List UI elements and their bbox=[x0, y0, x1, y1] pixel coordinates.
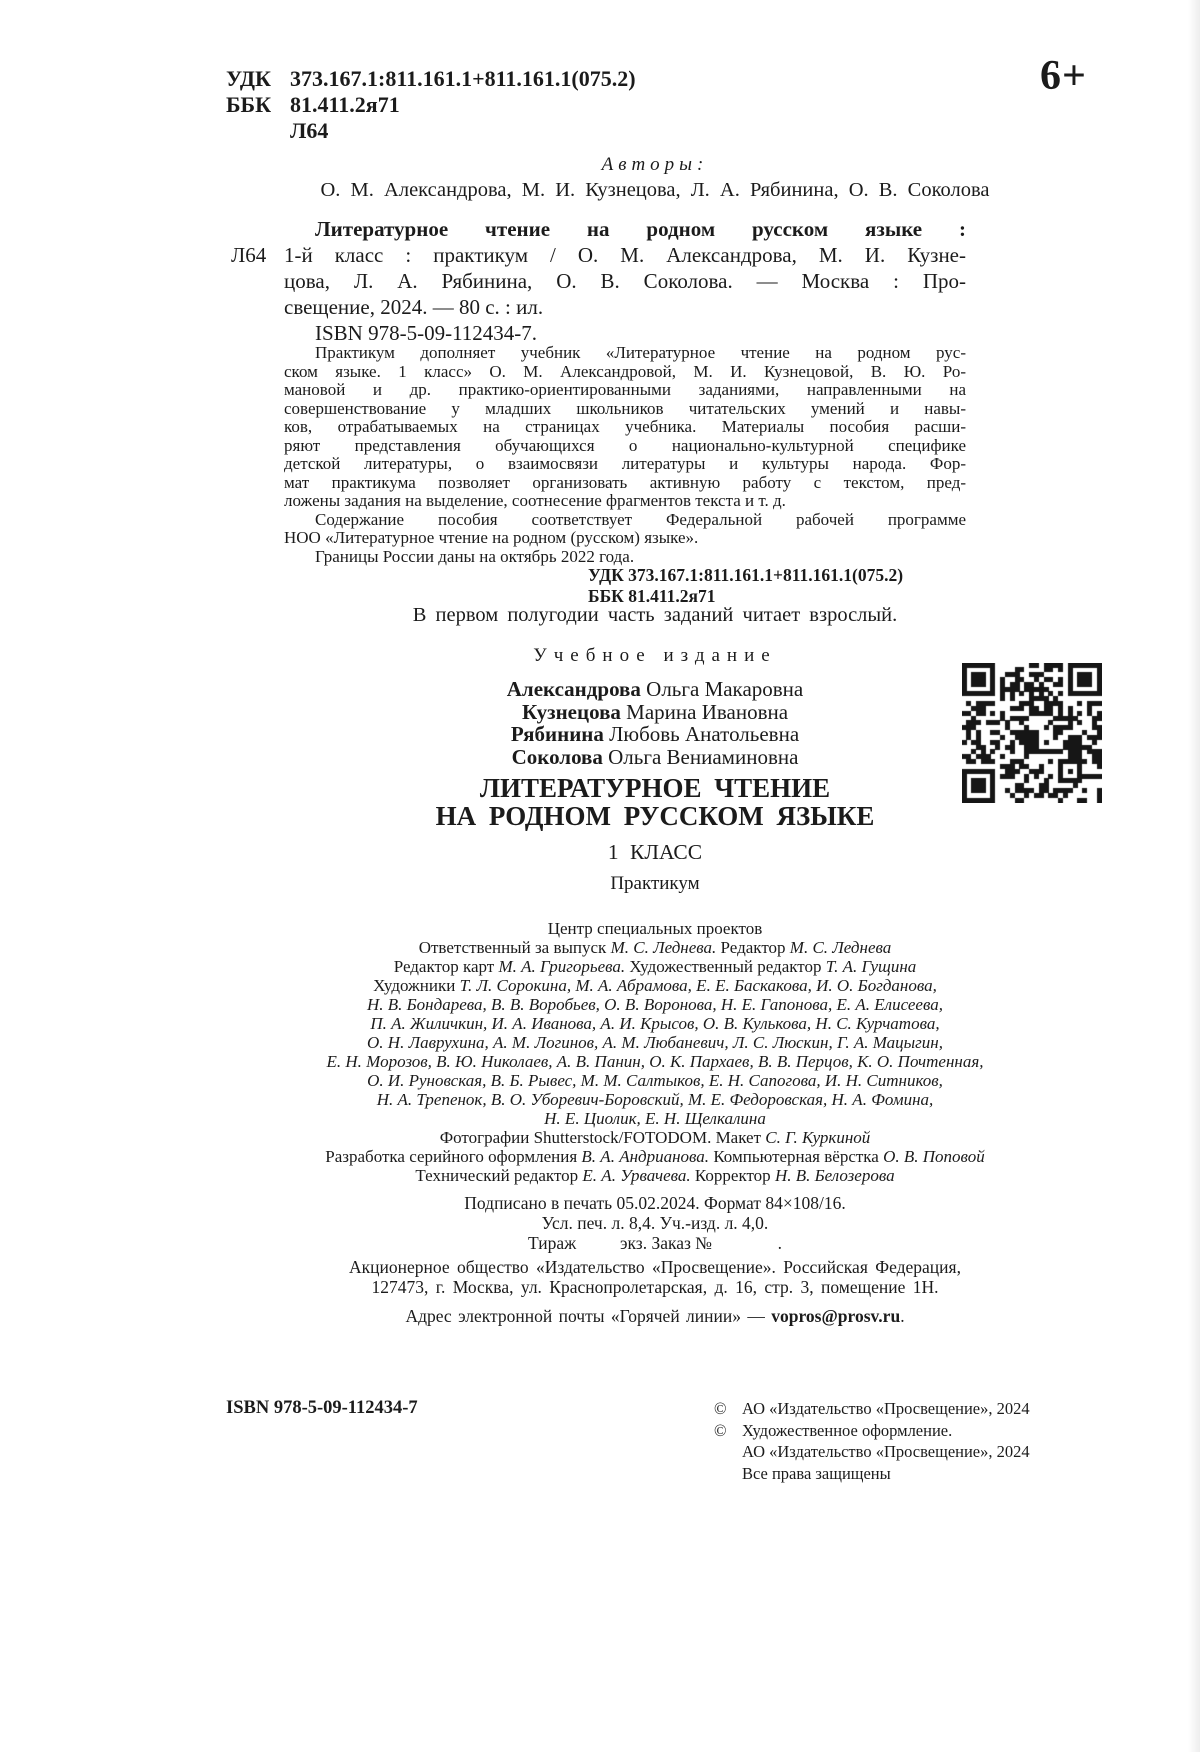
copyright-row: АО «Издательство «Просвещение», 2024 bbox=[742, 1442, 1030, 1461]
annotation-line: ков, отрабатываемых на страницах учебника. Материалы пособия расши- bbox=[284, 417, 966, 436]
author-row: Рябинина Любовь Анатольевна bbox=[510, 722, 800, 746]
hotline-email-line bbox=[215, 1306, 1095, 1327]
bibliographic-text bbox=[284, 216, 966, 346]
bibliographic-entry bbox=[231, 216, 967, 346]
authors-header bbox=[215, 154, 1095, 202]
age-rating-badge: 6+ bbox=[1040, 53, 1087, 99]
author-row: Кузнецова Марина Ивановна bbox=[521, 699, 789, 724]
print-sheets-line: Усл. печ. л. 8,4. Уч.-изд. л. 4,0. bbox=[541, 1213, 769, 1233]
book-title-line1: ЛИТЕРАТУРНОЕ ЧТЕНИЕ bbox=[479, 773, 831, 803]
bbk-line bbox=[226, 92, 636, 118]
udk-label: УДК bbox=[226, 66, 272, 91]
publisher-line2: 127473, г. Москва, ул. Краснопролетарская, д. 16, стр. 3, помещение 1Н. bbox=[371, 1276, 939, 1297]
publisher-address bbox=[215, 1258, 1095, 1297]
authors-label: Авторы: bbox=[601, 154, 709, 175]
print-info bbox=[215, 1193, 1095, 1253]
copyright-symbol: © bbox=[714, 1399, 727, 1418]
hotline-prefix: Адрес электронной почты «Горячей линии» — bbox=[405, 1306, 772, 1326]
credit-line: О. И. Руновская, В. Б. Рывес, М. М. Салтыков, Е. Н. Сапогова, И. Н. Ситников, bbox=[367, 1071, 943, 1090]
copyright-row: © Художественное оформление. bbox=[714, 1420, 953, 1440]
annotation-line: мат практикума позволяет организовать активную работу с текстом, пред- bbox=[284, 472, 966, 492]
annotation-line: детской литературы, о взаимосвязи литературы и культуры народа. Фор- bbox=[284, 454, 966, 473]
isbn-line: ISBN 978-5-09-112434-7. bbox=[315, 321, 538, 345]
publisher-line1: Акционерное общество «Издательство «Просвещение». Российская Федерация, bbox=[349, 1257, 961, 1277]
print-date-format-line: Подписано в печать 05.02.2024. Формат 84×108/16. bbox=[464, 1193, 846, 1213]
annotation-line: ложены задания на выделение, соотнесение фрагментов текста и т. д. bbox=[284, 491, 786, 510]
credit-line: Художники Т. Л. Сорокина, М. А. Абрамова, Е. Е. Баскакова, И. О. Богданова, bbox=[373, 976, 937, 995]
book-title-line2: НА РОДНОМ РУССКОМ ЯЗЫКЕ bbox=[435, 801, 875, 831]
hanging-book-code: Л64 bbox=[231, 243, 267, 267]
credit-line: Н. А. Трепенок, В. О. Уборевич-Боровский, М. Е. Федоровская, Н. А. Фомина, bbox=[376, 1090, 934, 1109]
subtitle-line: Практикум bbox=[610, 873, 700, 894]
udk-repeat-line: УДК 373.167.1:811.161.1+811.161.1(075.2) bbox=[588, 565, 904, 585]
credits-block bbox=[215, 919, 1095, 1185]
book-code: Л64 bbox=[290, 118, 329, 143]
grade-line: 1 КЛАСС bbox=[607, 840, 703, 864]
credit-line: Центр специальных проектов bbox=[547, 919, 763, 938]
credit-line: Редактор карт М. А. Григорьева. Художественный редактор Т. А. Гущина bbox=[393, 957, 917, 976]
bib-line: цова, Л. А. Рябинина, О. В. Соколова. — Москва : Про- bbox=[284, 269, 966, 293]
credit-line: Разработка серийного оформления В. А. Андрианова. Компьютерная вёрстка О. В. Поповой bbox=[325, 1147, 985, 1166]
annotation-line: Содержание пособия соответствует Федеральной рабочей программе bbox=[315, 509, 966, 529]
copyright-symbol: © bbox=[714, 1420, 727, 1440]
copyright-row: © АО «Издательство «Просвещение», 2024 bbox=[714, 1399, 1030, 1418]
credit-line: Н. Е. Циолик, Е. Н. Щелкалина bbox=[544, 1109, 766, 1128]
annotation-line: ряют представления обучающихся о национально-культурной специфике bbox=[284, 435, 966, 455]
annotation bbox=[284, 344, 966, 566]
copyright-block bbox=[714, 1398, 1134, 1484]
annotation-line: Границы России даны на октябрь 2022 года. bbox=[315, 546, 635, 566]
copyright-row: Все права защищены bbox=[742, 1463, 891, 1483]
qr-code bbox=[962, 663, 1102, 803]
credit-line: Фотографии Shutterstock/FOTODOM. Макет С. Г. Куркиной bbox=[439, 1128, 871, 1147]
credit-line: П. А. Жиличкин, И. А. Иванова, А. И. Крысов, О. В. Кулькова, Н. С. Курчатова, bbox=[370, 1014, 940, 1033]
credit-line: Технический редактор Е. А. Урвачева. Корректор Н. В. Белозерова bbox=[415, 1166, 895, 1185]
hotline-suffix: . bbox=[900, 1306, 905, 1326]
classification-repeat bbox=[588, 565, 903, 607]
print-run-line: Тираж экз. Заказ № . bbox=[528, 1233, 782, 1253]
hotline-email: vopros@prosv.ru bbox=[771, 1306, 901, 1326]
credit-line: О. Н. Лаврухина, А. М. Логинов, А. М. Любаневич, Л. С. Люскин, Г. А. Мацыгин, bbox=[367, 1033, 943, 1052]
udk-line bbox=[226, 66, 636, 92]
credit-line: Н. В. Бондарева, В. В. Воробьев, О. В. Воронова, Н. Е. Гапонова, Е. А. Елисеева, bbox=[366, 995, 943, 1014]
reading-note: В первом полугодии часть заданий читает взрослый. bbox=[412, 604, 898, 626]
annotation-line: Практикум дополняет учебник «Литературное чтение на родном рус- bbox=[315, 343, 966, 362]
author-row: Александрова Ольга Макаровна bbox=[506, 677, 804, 701]
udk-value: 373.167.1:811.161.1+811.161.1(075.2) bbox=[290, 66, 636, 91]
bbk-repeat-line: ББК 81.411.2я71 bbox=[588, 586, 716, 606]
credit-line: Ответственный за выпуск М. С. Леднева. Редактор М. С. Леднева bbox=[418, 938, 892, 957]
annotation-line: мановой и др. практико-ориентированными заданиями, направленными на bbox=[284, 380, 966, 399]
bib-line: 1-й класс : практикум / О. М. Александрова, М. И. Кузне- bbox=[284, 243, 966, 267]
bib-title-line: Литературное чтение на родном русском языке : bbox=[315, 217, 966, 241]
classification-codes bbox=[226, 66, 636, 144]
authors-names-line: О. М. Александрова, М. И. Кузнецова, Л. А. Рябинина, О. В. Соколова bbox=[320, 179, 990, 201]
credit-line: Е. Н. Морозов, В. Ю. Николаев, А. В. Панин, О. К. Пархаев, В. В. Перцов, К. О. Почтенная, bbox=[326, 1052, 984, 1071]
bib-line: свещение, 2024. — 80 с. : ил. bbox=[284, 295, 544, 319]
edition-type: Учебное издание bbox=[533, 645, 777, 666]
bottom-isbn: ISBN 978-5-09-112434-7 bbox=[226, 1398, 418, 1418]
bbk-value: 81.411.2я71 bbox=[290, 92, 400, 117]
bbk-label: ББК bbox=[226, 92, 272, 117]
annotation-line: ском языке. 1 класс» О. М. Александровой, М. И. Кузнецовой, В. Ю. Ро- bbox=[284, 361, 966, 381]
annotation-line: НОО «Литературное чтение на родном (русском) языке». bbox=[284, 528, 699, 547]
page-edge-shade bbox=[1188, 0, 1200, 1752]
author-row: Соколова Ольга Вениаминовна bbox=[511, 744, 799, 769]
annotation-line: совершенствование у младших школьников читательских умений и навы- bbox=[284, 398, 966, 418]
